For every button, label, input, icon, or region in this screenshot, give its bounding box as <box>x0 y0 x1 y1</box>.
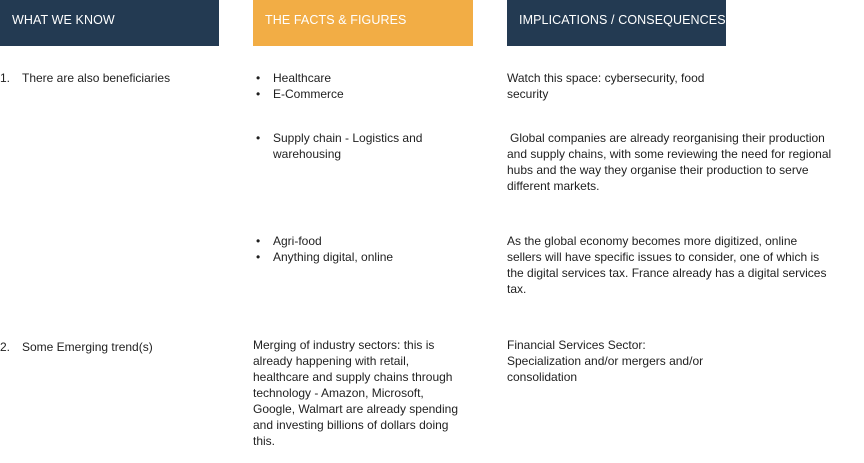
row-1-facts-group-1 <box>253 70 453 102</box>
bullet-item: • E-Commerce <box>253 86 453 102</box>
row-1-implication-1: Watch this space: cybersecurity, food security <box>507 71 705 101</box>
header-implications: IMPLICATIONS / CONSEQUENCES <box>507 0 726 46</box>
row-1-known <box>0 70 230 86</box>
row-2-implication: Financial Services Sector: Specialization and/or mergers and/or consolidation <box>507 338 704 384</box>
row-1-implication-3: As the global economy becomes more digitized, online sellers will have specific issues to consider, one of which is the digital services tax. France already has a digital services tax. <box>507 234 827 296</box>
row-2-facts: Merging of industry sectors: this is already happening with retail, healthcare and supply chains through technology - Amazon, Microsoft, Google, Walmart are already spending and investing billions of dollars doing this. <box>253 338 458 448</box>
row-2-known-text: Some Emerging trend(s) <box>22 340 153 354</box>
bullet-item: • Healthcare <box>253 70 453 86</box>
row-1-known-text: There are also beneficiaries <box>22 71 171 85</box>
bullet-item: • Anything digital, online <box>253 249 453 265</box>
bullet-item: • Agri-food <box>253 233 453 249</box>
header-facts-figures: THE FACTS & FIGURES <box>253 0 473 46</box>
header-what-we-know: WHAT WE KNOW <box>0 0 219 46</box>
row-1-facts-group-3 <box>253 233 453 265</box>
bullet-item: • Supply chain - Logistics and warehousing <box>253 130 453 162</box>
row-2-known <box>0 339 230 355</box>
row-1-number: 1. <box>0 71 11 85</box>
row-2-number: 2. <box>0 340 11 354</box>
row-1-facts-group-2 <box>253 130 453 162</box>
row-1-implication-2: Global companies are already reorganising their production and supply chains, with some reviewing the need for regional hubs and the way they organise their production to serve different markets. <box>507 131 832 193</box>
